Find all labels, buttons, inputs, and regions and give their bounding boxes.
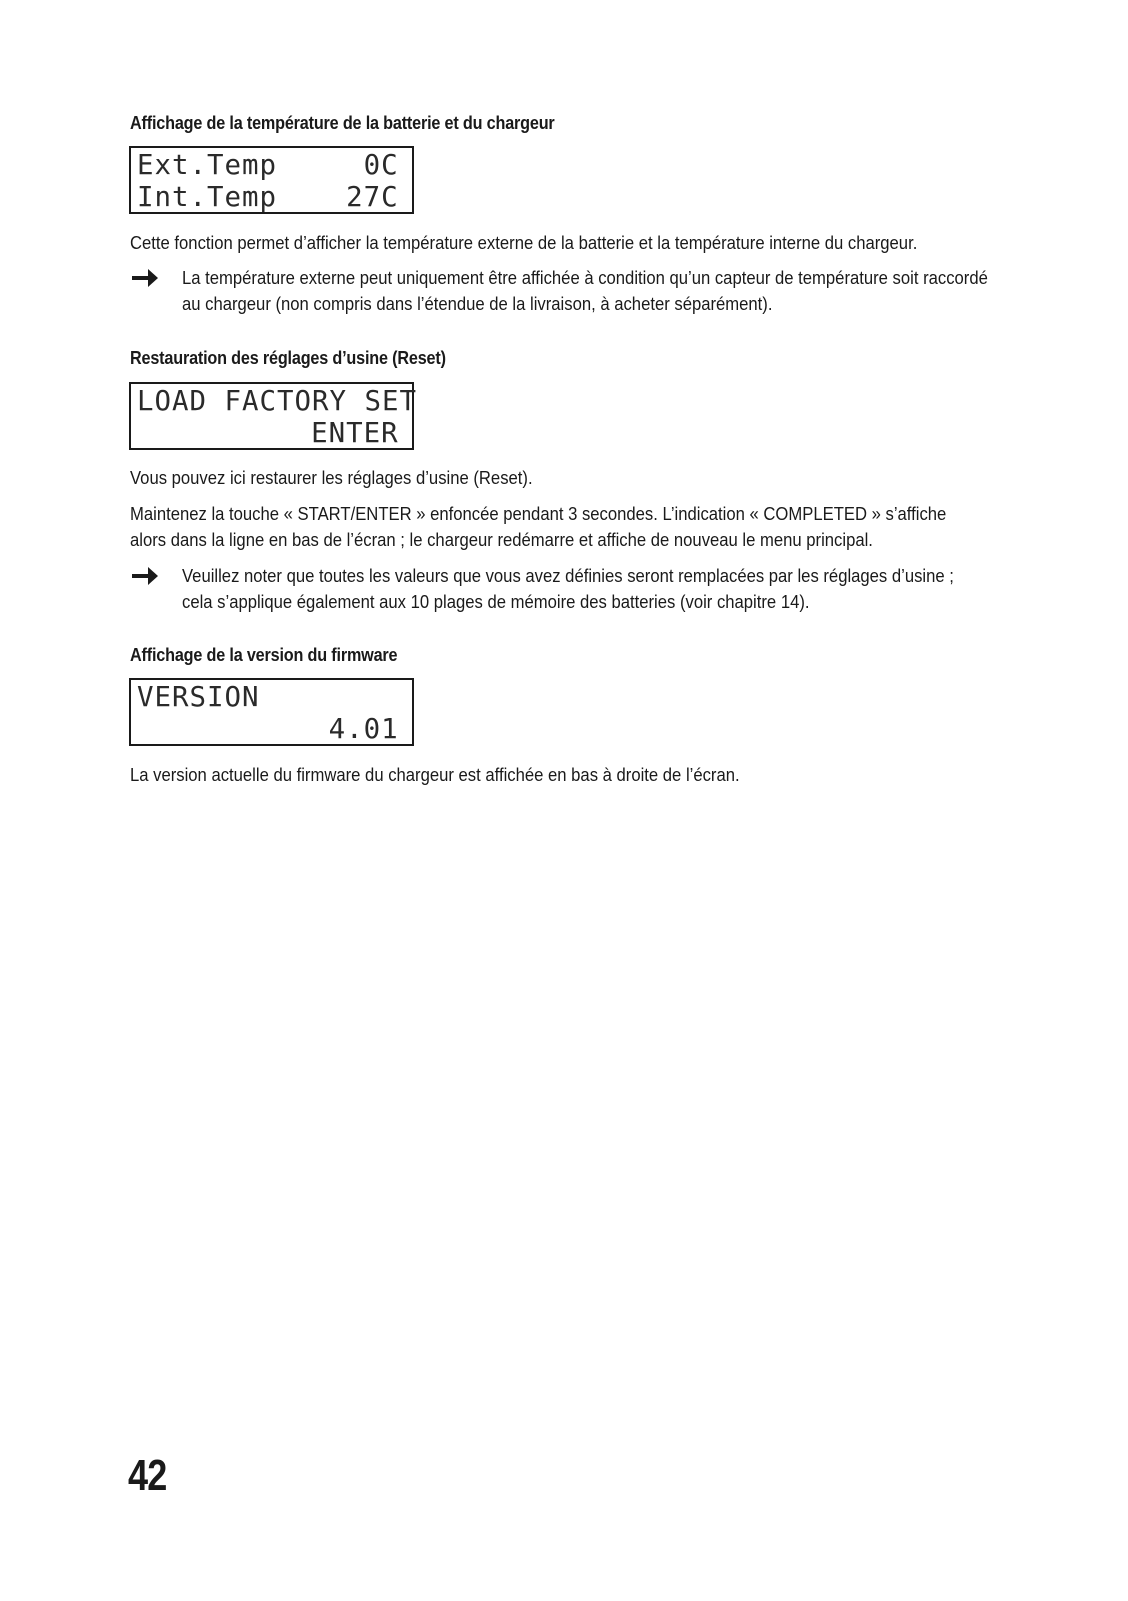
lcd-text-left: VERSION: [137, 680, 260, 713]
lcd-text-left: Ext.Temp: [137, 148, 278, 181]
note-line: cela s’applique également aux 10 plages de mémoire des batteries (voir chapitre 14).: [182, 591, 810, 612]
paragraph: Vous pouvez ici restaurer les réglages d’usine (Reset).: [130, 467, 533, 488]
lcd-line-1: [137, 681, 399, 713]
note-block: [130, 265, 1110, 325]
lcd-text-left: LOAD FACTORY SET: [137, 384, 418, 417]
lcd-display-reset: [129, 382, 418, 450]
lcd-text-right: 0C: [363, 148, 399, 181]
lcd-line-2: [137, 713, 399, 745]
lcd-line-1: [137, 149, 399, 181]
lcd-line-1: [137, 384, 418, 417]
paragraph: alors dans la ligne en bas de l’écran ; le chargeur redémarre et affiche de nouveau le menu principal.: [130, 529, 873, 550]
section-heading-temperature: Affichage de la température de la batterie et du chargeur: [130, 113, 555, 133]
lcd-line-2: [137, 181, 399, 213]
paragraph: La version actuelle du firmware du chargeur est affichée en bas à droite de l’écran.: [130, 764, 740, 785]
paragraph: Maintenez la touche « START/ENTER » enfoncée pendant 3 secondes. L’indication « COMPLETED » s’affiche: [130, 503, 947, 524]
note-block: [130, 563, 1110, 623]
lcd-text-right: ENTER: [311, 416, 399, 449]
lcd-text-right: 4.01: [328, 712, 399, 745]
note-line: au chargeur (non compris dans l’étendue de la livraison, à acheter séparément).: [182, 293, 773, 314]
right-arrow-icon: [130, 266, 160, 290]
lcd-text-left: Int.Temp: [137, 180, 278, 213]
paragraph: Cette fonction permet d’afficher la température externe de la batterie et la température interne du chargeur.: [130, 232, 918, 253]
lcd-line-2: [137, 417, 399, 449]
note-line: La température externe peut uniquement être affichée à condition qu’un capteur de température soit raccordé: [182, 267, 988, 288]
note-text: [182, 265, 1082, 317]
section-heading-firmware: Affichage de la version du firmware: [130, 645, 398, 665]
right-arrow-icon: [130, 564, 160, 588]
note-text: [182, 563, 1082, 615]
lcd-text-right: 27C: [346, 180, 399, 213]
lcd-display-temperature: [129, 146, 414, 214]
note-line: Veuillez noter que toutes les valeurs que vous avez définies seront remplacées par les réglages d’usine ;: [182, 565, 954, 586]
lcd-display-version: [129, 678, 414, 746]
page-number: 42: [128, 1451, 167, 1500]
section-heading-reset: Restauration des réglages d’usine (Reset): [130, 348, 446, 368]
